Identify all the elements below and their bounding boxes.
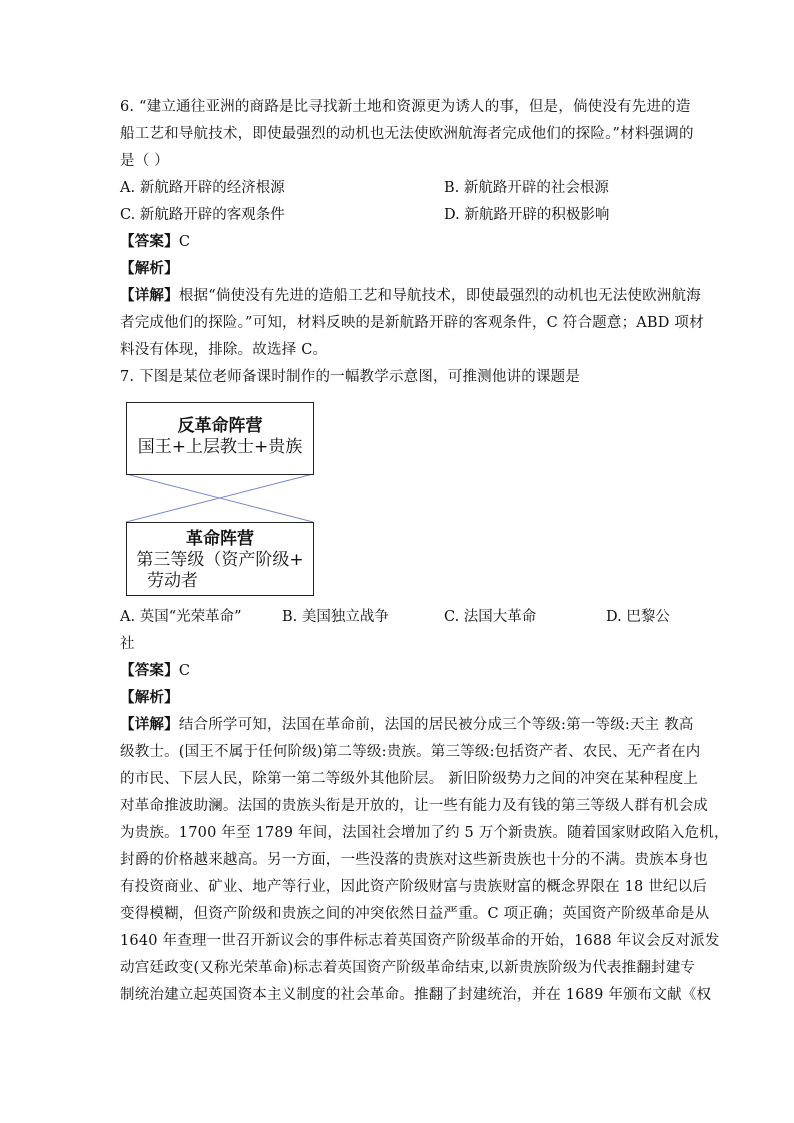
q7-detail-line-11: 制统治建立起英国资本主义制度的社会革命。推翻了封建统治，并在 1689 年颁布文献《权 — [120, 987, 712, 1003]
answer-value: C — [178, 663, 191, 679]
answer-value: C — [178, 234, 191, 250]
q6-analysis-tag: 【解析】 — [120, 260, 179, 277]
q7-detail-line-8: 变得模糊，但资产阶级和贵族之间的冲突依然日益严重。C 项正确；英国资产阶级革命是从 — [120, 906, 710, 922]
q6-detail-line-1 — [120, 286, 701, 306]
revolution-members-line-2: 劳动者 — [147, 571, 198, 591]
q7-detail-line-4: 对革命推波助澜。法国的贵族头衔是开放的，让一些有能力及有钱的第三等级人群有机会成 — [120, 798, 708, 814]
q7-option-d-wrap: 社 — [120, 636, 135, 652]
q7-detail-line-6: 封爵的价格越来越高。另一方面，一些没落的贵族对这些新贵族也十分的不满。贵族本身也 — [120, 852, 708, 868]
q7-detail-line-7: 有投资商业、矿业、地产等行业，因此资产阶级财富与贵族财富的概念界限在 18 世纪以后 — [120, 879, 708, 895]
q7-stem: 7. 下图是某位老师备课时制作的一幅教学示意图，可推测他讲的课题是 — [120, 369, 581, 385]
revolution-box — [126, 522, 314, 596]
q6-option-c: C. 新航路开辟的客观条件 — [120, 207, 285, 223]
q7-diagram — [126, 402, 316, 596]
q6-stem-line-3: 是（ ） — [120, 153, 169, 169]
q7-detail-line-1 — [120, 715, 694, 735]
q6-answer — [120, 232, 680, 252]
q6-option-d: D. 新航路开辟的积极影响 — [444, 207, 610, 223]
q7-detail-line-9: 1640 年查理一世召开新议会的事件标志着英国资产阶级革命的开始，1688 年议会反对派发 — [120, 933, 720, 949]
answer-tag: 【答案】 — [120, 662, 179, 679]
detail-tag: 【详解】 — [120, 287, 179, 304]
q7-option-d: D. 巴黎公 — [606, 609, 670, 625]
q7-analysis-tag: 【解析】 — [120, 689, 179, 706]
q7-answer — [120, 661, 680, 681]
q7-option-a: A. 英国“光荣革命” — [120, 609, 242, 625]
q7-detail-line-5: 为贵族。1700 年至 1789 年间，法国社会增加了约 5 万个新贵族。随着国家财政陷入危机， — [120, 825, 729, 841]
q6-detail-line-2: 者完成他们的探险。”可知，材料反映的是新航路开辟的客观条件，C 符合题意；ABD 项材 — [120, 315, 704, 331]
q6-option-b: B. 新航路开辟的社会根源 — [444, 180, 609, 196]
revolution-title: 革命阵营 — [186, 529, 254, 549]
q7-option-b: B. 美国独立战争 — [282, 609, 389, 625]
q6-detail-line-3: 料没有体现，排除。故选择 C。 — [120, 342, 328, 358]
counter-revolution-members: 国王+上层教士+贵族 — [137, 437, 303, 457]
q7-detail-line-2: 级教士。(国王不属于任何阶级)第二等级:贵族。第三等级:包括资产者、农民、无产者在内 — [120, 744, 701, 760]
q6-stem-line-1: 6. “建立通往亚洲的商路是比寻找新土地和资源更为诱人的事，但是，倘使没有先进的造 — [120, 99, 691, 115]
counter-revolution-title: 反革命阵营 — [177, 416, 263, 436]
revolution-members-line-1: 第三等级（资产阶级+ — [136, 550, 304, 570]
detail-text: 结合所学可知，法国在革命前，法国的居民被分成三个等级:第一等级:天主 教高 — [178, 717, 694, 733]
q6-option-a: A. 新航路开辟的经济根源 — [120, 180, 285, 196]
counter-revolution-box — [126, 402, 314, 475]
detail-text: 根据“倘使没有先进的造船工艺和导航技术，即使最强烈的动机也无法使欧洲航海 — [178, 288, 701, 304]
q6-stem-line-2: 船工艺和导航技术，即使最强烈的动机也无法使欧洲航海者完成他们的探险。”材料强调的 — [120, 126, 694, 142]
q7-detail-line-10: 动宫廷政变(又称光荣革命)标志着英国资产阶级革命结束,以新贵族阶级为代表推翻封建专 — [120, 960, 696, 976]
q7-option-c: C. 法国大革命 — [444, 609, 537, 625]
detail-tag: 【详解】 — [120, 716, 179, 733]
answer-tag: 【答案】 — [120, 233, 179, 250]
q7-detail-line-3: 的市民、下层人民，除第一第二等级外其他阶层。 新旧阶级势力之间的冲突在某种程度上 — [120, 771, 699, 787]
